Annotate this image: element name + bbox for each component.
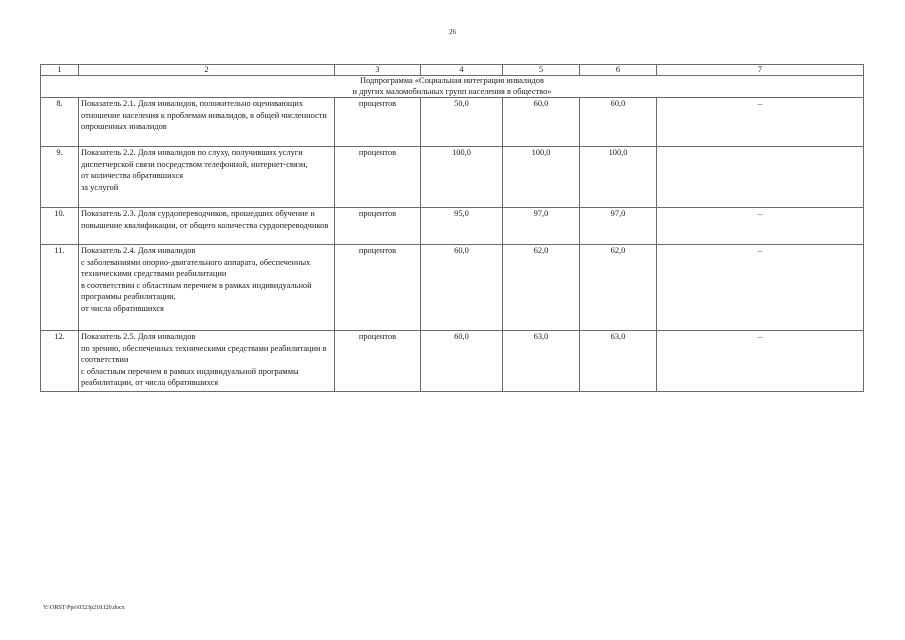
unit: процентов <box>335 331 421 392</box>
note: – <box>657 245 864 331</box>
column-header: 1 <box>41 65 79 76</box>
value-col5: 63,0 <box>503 331 580 392</box>
subprogram-title-line: и других маломобильных групп населения в общество» <box>352 86 552 96</box>
value-col5: 60,0 <box>503 98 580 147</box>
value-col4: 60,0 <box>421 245 503 331</box>
note: – <box>657 208 864 245</box>
subprogram-row <box>41 76 864 98</box>
table-row <box>41 245 864 331</box>
indicator-name: Показатель 2.4. Доля инвалидов с заболеваниями опорно-двигательного аппарата, обеспеченных техническими средствами реабилитации в соответствии с областным перечнем в рамках индивидуальной программы реабилитации, от числа обратившихся <box>79 245 335 331</box>
indicator-name: Показатель 2.5. Доля инвалидов по зрению, обеспеченных техническими средствами реабилитации в соответствии с областным перечнем в рамках индивидуальной программы реабилитации, от числа обратившихся <box>79 331 335 392</box>
value-col6: 62,0 <box>580 245 657 331</box>
note: – <box>657 331 864 392</box>
table-row <box>41 98 864 147</box>
subprogram-title <box>41 76 864 98</box>
indicator-name: Показатель 2.2. Доля инвалидов по слуху, получивших услуги диспетчерской связи посредством телефонной, интернет-связи, от количества обратившихся за услугой <box>79 147 335 208</box>
value-col6: 100,0 <box>580 147 657 208</box>
document-file-path: Y:\ORST\Ppo\0323p218.f20.docx <box>43 605 125 611</box>
page-number: 26 <box>449 28 456 36</box>
row-number: 11. <box>41 245 79 331</box>
value-col4: 100,0 <box>421 147 503 208</box>
column-header: 3 <box>335 65 421 76</box>
unit: процентов <box>335 98 421 147</box>
column-header: 6 <box>580 65 657 76</box>
column-header: 7 <box>657 65 864 76</box>
unit: процентов <box>335 245 421 331</box>
row-number: 12. <box>41 331 79 392</box>
value-col4: 50,0 <box>421 98 503 147</box>
indicator-name: Показатель 2.3. Доля сурдопереводчиков, прошедших обучение и повышение квалификации, от общего количества сурдопереводчиков <box>79 208 335 245</box>
column-header: 5 <box>503 65 580 76</box>
value-col5: 100,0 <box>503 147 580 208</box>
unit: процентов <box>335 147 421 208</box>
note <box>657 147 864 208</box>
table-row <box>41 147 864 208</box>
row-number: 8. <box>41 98 79 147</box>
table-row <box>41 331 864 392</box>
value-col6: 63,0 <box>580 331 657 392</box>
column-header: 2 <box>79 65 335 76</box>
row-number: 10. <box>41 208 79 245</box>
note: – <box>657 98 864 147</box>
indicators-table <box>40 64 864 392</box>
column-header: 4 <box>421 65 503 76</box>
row-number: 9. <box>41 147 79 208</box>
subprogram-title-line: Подпрограмма «Социальная интеграция инвалидов <box>360 76 544 85</box>
value-col5: 62,0 <box>503 245 580 331</box>
value-col4: 95,0 <box>421 208 503 245</box>
value-col4: 60,0 <box>421 331 503 392</box>
unit: процентов <box>335 208 421 245</box>
column-number-row <box>41 65 864 76</box>
table-row <box>41 208 864 245</box>
value-col6: 60,0 <box>580 98 657 147</box>
indicator-name: Показатель 2.1. Доля инвалидов, положительно оценивающих отношение населения к проблемам инвалидов, в общей численности опрошенных инвалидов <box>79 98 335 147</box>
value-col6: 97,0 <box>580 208 657 245</box>
value-col5: 97,0 <box>503 208 580 245</box>
